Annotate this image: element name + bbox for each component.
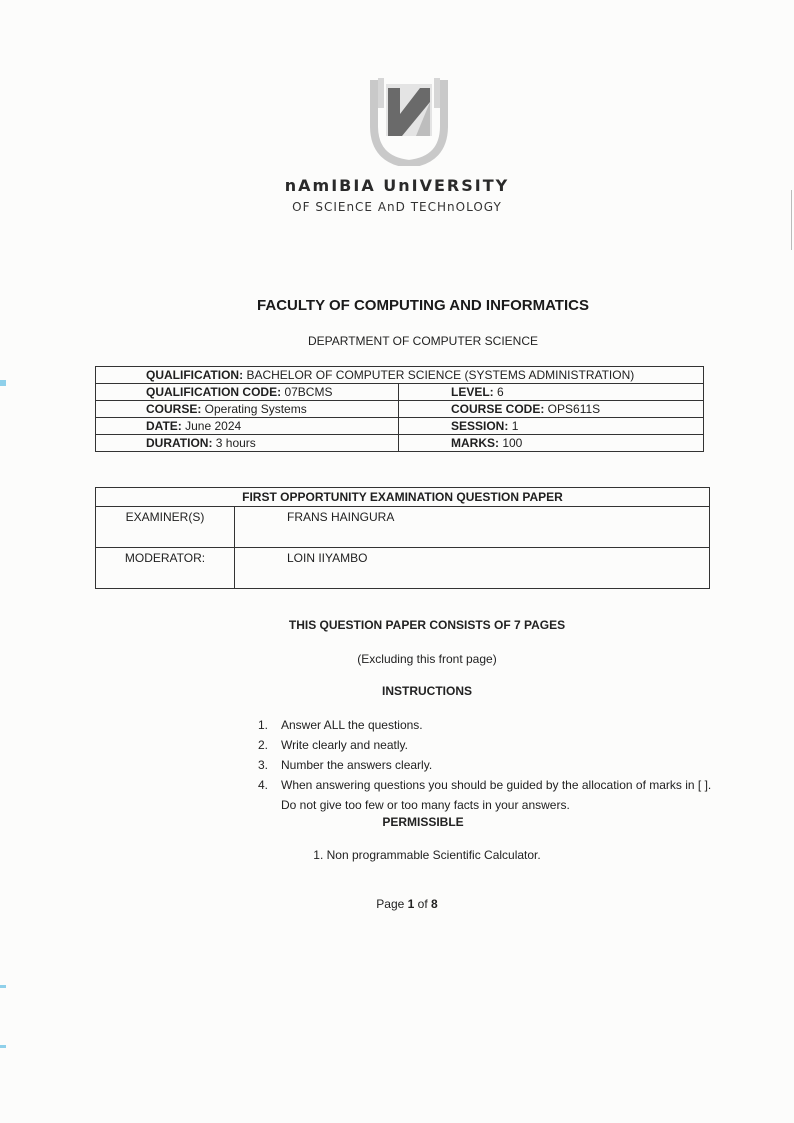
qualification-value: BACHELOR OF COMPUTER SCIENCE (SYSTEMS ADMINISTRATION) <box>243 368 635 382</box>
examiner-value: FRANS HAINGURA <box>235 507 710 548</box>
session-label: SESSION: <box>451 419 509 433</box>
qualification-code-value: 07BCMS <box>281 385 333 399</box>
instructions-list <box>258 715 728 815</box>
table-row <box>96 367 704 384</box>
list-item <box>258 775 728 815</box>
table-row <box>96 384 704 401</box>
university-subtitle: OF SCIEnCE AnD TECHnOLOGY <box>292 200 502 214</box>
table-row <box>96 507 710 548</box>
qualification-code-cell <box>96 384 399 401</box>
list-item <box>258 715 728 735</box>
qualification-label: QUALIFICATION: <box>146 368 244 382</box>
page-number <box>0 897 794 911</box>
list-item <box>258 755 728 775</box>
duration-label: DURATION: <box>146 436 213 450</box>
instruction-number: 2. <box>258 738 269 752</box>
page-middle: of <box>414 897 432 911</box>
excluding-note: (Excluding this front page) <box>357 652 497 666</box>
faculty-title: FACULTY OF COMPUTING AND INFORMATICS <box>257 297 589 314</box>
moderator-label: MODERATOR: <box>96 548 235 589</box>
course-value: Operating Systems <box>201 402 307 416</box>
level-cell <box>399 384 704 401</box>
page-prefix: Page <box>376 897 408 911</box>
duration-value: 3 hours <box>212 436 256 450</box>
instruction-text: Number the answers clearly. <box>281 758 433 772</box>
course-label: COURSE: <box>146 402 202 416</box>
department-title: DEPARTMENT OF COMPUTER SCIENCE <box>307 334 539 348</box>
nust-logo-icon <box>368 74 450 166</box>
table-row <box>96 418 704 435</box>
instruction-text: Write clearly and neatly. <box>281 738 408 752</box>
list-item <box>258 735 728 755</box>
marks-label: MARKS: <box>451 436 499 450</box>
instruction-number: 4. <box>258 778 269 792</box>
instructions-title: INSTRUCTIONS <box>382 684 472 698</box>
examiner-label: EXAMINER(S) <box>96 507 235 548</box>
moderator-value: LOIN IIYAMBO <box>235 548 710 589</box>
page-current: 1 <box>407 897 415 911</box>
qualification-code-label: QUALIFICATION CODE: <box>146 385 282 399</box>
qualification-cell <box>96 367 704 384</box>
table-row <box>96 548 710 589</box>
course-code-cell <box>399 401 704 418</box>
permissible-title: PERMISSIBLE <box>382 815 464 829</box>
level-label: LEVEL: <box>451 385 494 399</box>
marks-cell <box>399 435 704 452</box>
qualification-table <box>95 366 704 452</box>
marks-value: 100 <box>499 436 523 450</box>
table-row <box>96 401 704 418</box>
page-count-note: THIS QUESTION PAPER CONSISTS OF 7 PAGES <box>288 618 566 632</box>
table-row <box>96 435 704 452</box>
page-total: 8 <box>431 897 438 911</box>
instruction-number: 3. <box>258 758 269 772</box>
session-cell <box>399 418 704 435</box>
exam-paper-header: FIRST OPPORTUNITY EXAMINATION QUESTION PAPER <box>96 488 710 507</box>
level-value: 6 <box>493 385 504 399</box>
permissible-item: 1. Non programmable Scientific Calculator. <box>313 848 541 862</box>
table-row <box>96 488 710 507</box>
course-code-label: COURSE CODE: <box>451 402 545 416</box>
date-label: DATE: <box>146 419 182 433</box>
examiner-table <box>95 487 710 589</box>
instruction-text: Answer ALL the questions. <box>281 718 423 732</box>
instruction-text: When answering questions you should be guided by the allocation of marks in [ ]. Do not give too few or too many facts in your answers. <box>281 778 712 812</box>
date-value: June 2024 <box>181 419 242 433</box>
date-cell <box>96 418 399 435</box>
course-code-value: OPS611S <box>544 402 601 416</box>
instruction-number: 1. <box>258 718 269 732</box>
course-cell <box>96 401 399 418</box>
session-value: 1 <box>508 419 519 433</box>
university-name: nAmIBIA UnIVERSITY <box>284 176 510 195</box>
duration-cell <box>96 435 399 452</box>
